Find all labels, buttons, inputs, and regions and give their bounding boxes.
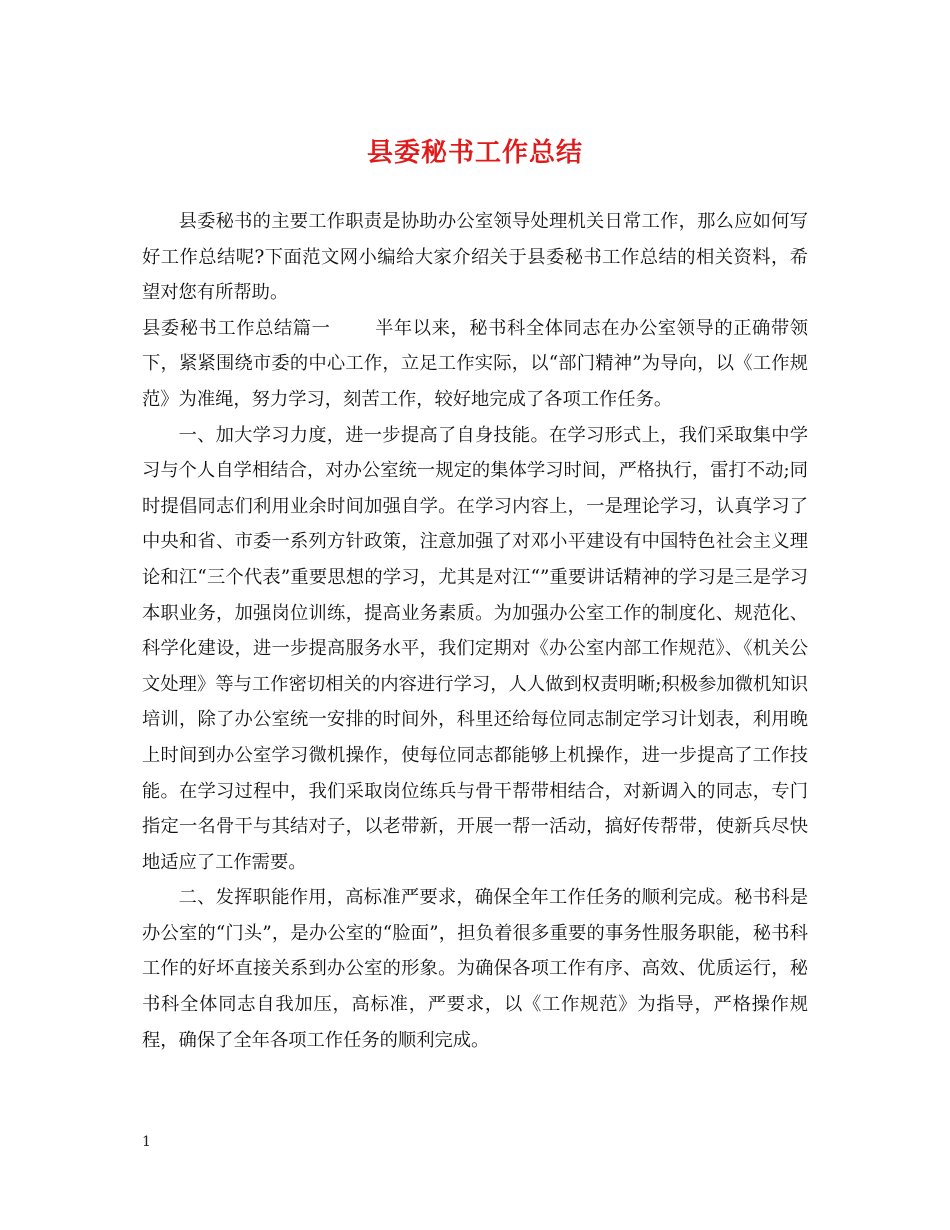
intro-paragraph: 县委秘书的主要工作职责是协助办公室领导处理机关日常工作，那么应如何写好工作总结呢?下面范文网小编给大家介绍关于县委秘书工作总结的相关资料，希望对您有所帮助。 [142, 211, 808, 304]
page-number: 1 [142, 1134, 151, 1150]
section-paragraph [142, 311, 808, 418]
section-intro-text: 半年以来，秘书科全体同志在办公室领导的正确带领下，紧紧围绕市委的中心工作，立足工作实际，以“部门精神”为导向，以《工作规范》为准绳，努力学习，刻苦工作，较好地完成了各项工作任务。 [142, 317, 809, 410]
document-body [142, 204, 808, 1058]
body-paragraph-function: 二、发挥职能作用，高标准严要求，确保全年工作任务的顺利完成。秘书科是办公室的“门头”，是办公室的“脸面”，担负着很多重要的事务性服务职能，秘书科工作的好坏直接关系到办公室的形象。为确保各项工作有序、高效、优质运行，秘书科全体同志自我加压，高标准，严要求，以《工作规范》为指导，严格操作规程，确保了全年各项工作任务的顺利完成。 [142, 887, 808, 1051]
body-paragraph-study: 一、加大学习力度，进一步提高了自身技能。在学习形式上，我们采取集中学习与个人自学相结合，对办公室统一规定的集体学习时间，严格执行，雷打不动;同时提倡同志们利用业余时间加强自学。在学习内容上，一是理论学习，认真学习了中央和省、市委一系列方针政策，注意加强了对邓小平建设有中国特色社会主义理论和江“三个代表”重要思想的学习，尤其是对江“”重要讲话精神的学习是三是学习本职业务，加强岗位训练，提高业务素质。为加强办公室工作的制度化、规范化、科学化建设，进一步提高服务水平，我们定期对《办公室内部工作规范》、《机关公文处理》等与工作密切相关的内容进行学习，人人做到权责明晰;积极参加微机知识培训，除了办公室统一安排的时间外，科里还给每位同志制定学习计划表，利用晚上时间到办公室学习微机操作，使每位同志都能够上机操作，进一步提高了工作技能。在学习过程中，我们采取岗位练兵与骨干帮带相结合，对新调入的同志，专门指定一名骨干与其结对子，以老带新，开展一帮一活动，搞好传帮带，使新兵尽快地适应了工作需要。 [142, 424, 808, 873]
page-title: 县委秘书工作总结 [366, 138, 583, 168]
section-heading: 县委秘书工作总结篇一 [142, 317, 331, 339]
